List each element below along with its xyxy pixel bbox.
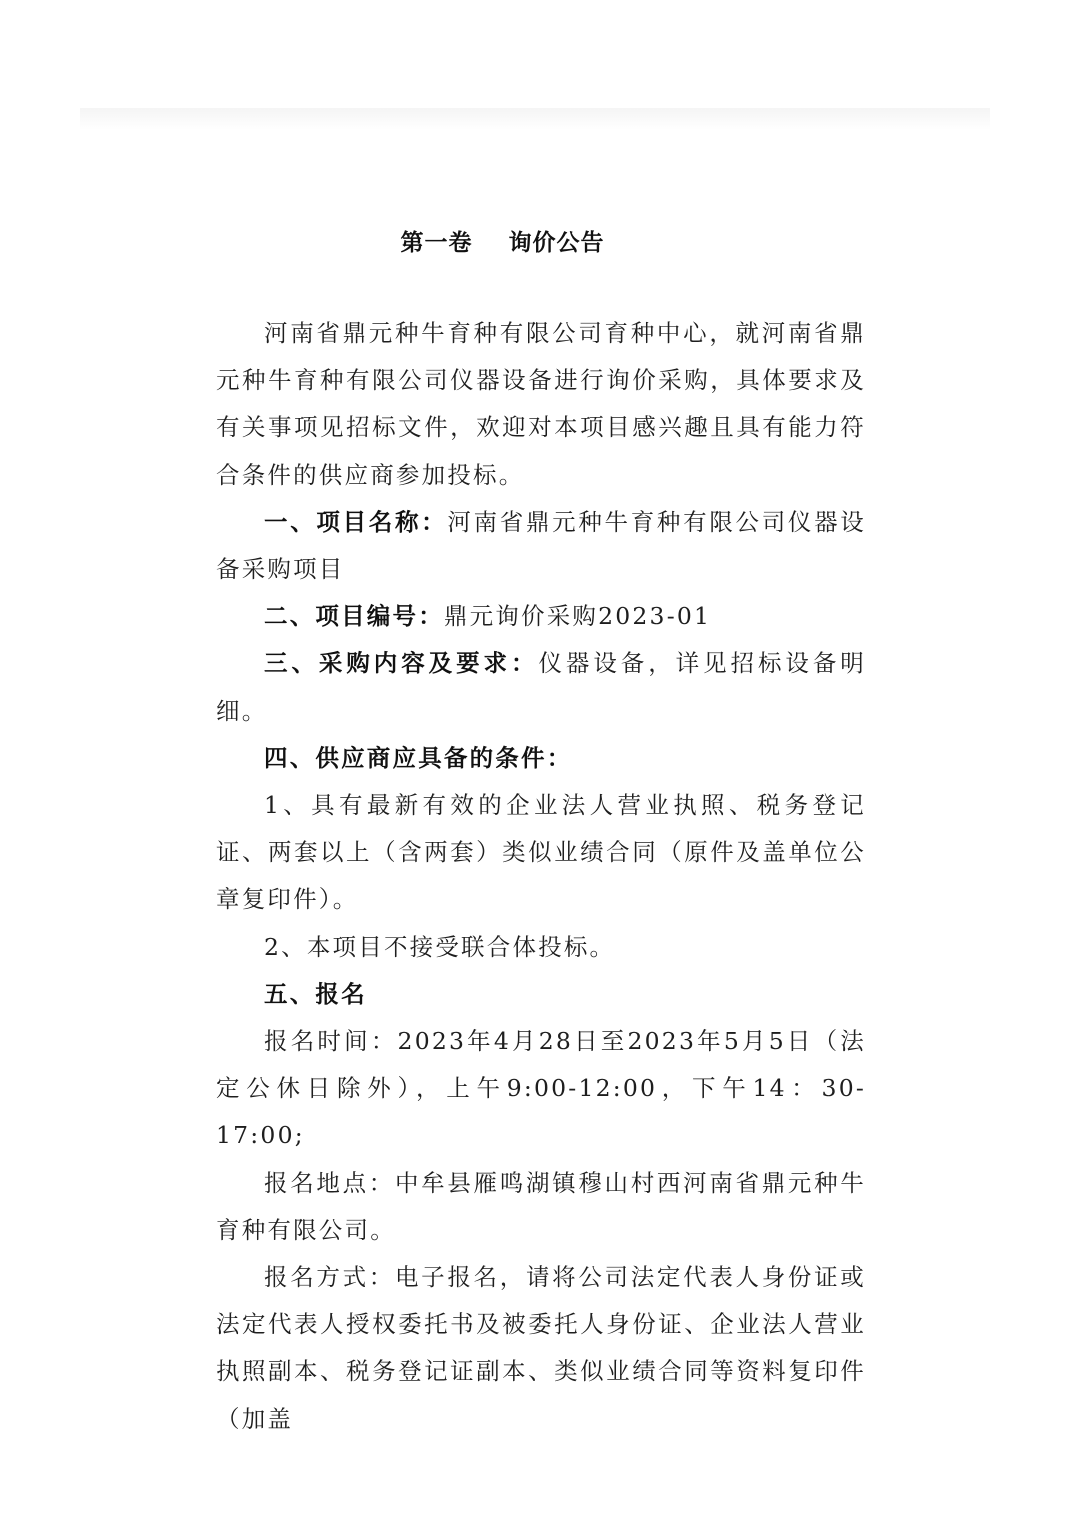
registration-method: 报名方式：电子报名，请将公司法定代表人身份证或法定代表人授权委托书及被委托人身份证、企业法人营业执照副本、税务登记证副本、类似业绩合同等资料复印件（加盖 xyxy=(216,1263,866,1433)
condition-item-2: 2、本项目不接受联合体投标。 xyxy=(264,932,616,961)
registration-place: 报名地点：中牟县雁鸣湖镇穆山村西河南省鼎元种牛育种有限公司。 xyxy=(216,1168,866,1244)
section-supplier-conditions-heading: 四、供应商应具备的条件： xyxy=(264,743,573,772)
registration-time: 报名时间：2023年4月28日至2023年5月5日（法定公休日除外），上午9:00-12:00，下午14：30-17:00; xyxy=(216,1027,866,1150)
intro-paragraph: 河南省鼎元种牛育种有限公司育种中心，就河南省鼎元种牛育种有限公司仪器设备进行询价采购，具体要求及有关事项见招标文件，欢迎对本项目感兴趣且具有能力符合条件的供应商参加投标。 xyxy=(216,319,866,489)
section-procurement-content xyxy=(216,640,866,734)
section-project-number-heading: 二、项目编号： xyxy=(264,602,444,631)
scan-edge-shadow xyxy=(80,108,990,130)
section-registration-heading: 五、报名 xyxy=(264,979,367,1008)
section-project-number-text: 鼎元询价采购2023-01 xyxy=(443,602,712,631)
section-project-number xyxy=(216,593,866,640)
volume-label: 第一卷 xyxy=(400,230,473,256)
section-procurement-content-text: 仪器设备，详见招标设备明细。 xyxy=(216,649,867,725)
condition-item-1: 1、具有最新有效的企业法人营业执照、税务登记证、两套以上（含两套）类似业绩合同（原件及盖单位公章复印件）。 xyxy=(216,791,866,914)
section-supplier-conditions xyxy=(216,735,866,782)
document-body xyxy=(216,310,866,1443)
section-procurement-content-heading: 三、采购内容及要求： xyxy=(264,649,539,678)
section-project-name-heading: 一、项目名称： xyxy=(264,507,448,536)
page-title xyxy=(0,224,1005,257)
section-registration xyxy=(216,971,866,1018)
section-project-name xyxy=(216,499,866,593)
section-project-name-text: 河南省鼎元种牛育种有限公司仪器设备采购项目 xyxy=(216,507,866,584)
notice-title: 询价公告 xyxy=(508,230,605,256)
